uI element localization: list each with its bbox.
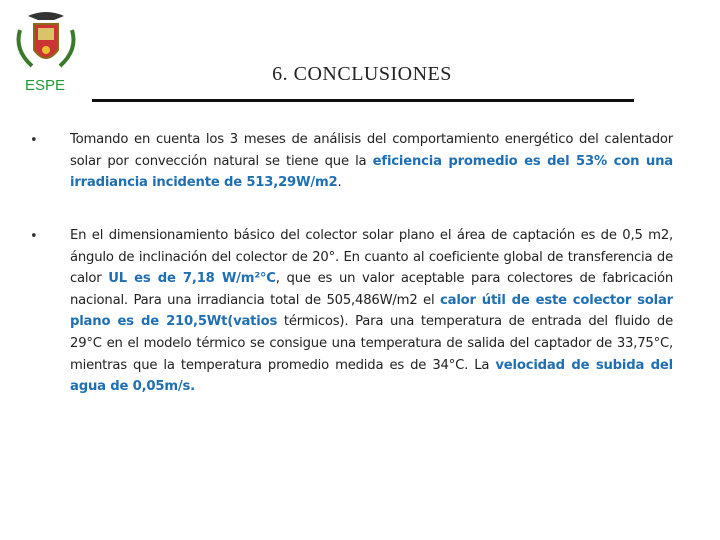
paragraph-text: . [337, 175, 342, 191]
highlighted-text: eficiencia promedio es del 53% con una irradiancia incidente de 513,29W/m2 [70, 153, 673, 191]
paragraph-text: térmicos). Para una temperatura de entrada del fluido de 29°C en el modelo térmico se consigue una temperatura de salida del captador de 33,75°C, mientras que la temperatura promedio medida es de 34°C. La [70, 314, 673, 373]
logo-text: ESPE [25, 77, 66, 94]
paragraph-text: , que es un valor aceptable para colectores de fabricación nacional. Para una irradiancia total de 505,486W/m2 el [70, 271, 673, 308]
slide-title: 6. CONCLUSIONES [272, 63, 452, 85]
highlighted-text: UL es de 7,18 W/m²°C [108, 271, 276, 287]
highlighted-text: calor útil de este colector solar plano es de 210,5Wt(vatios [70, 292, 673, 330]
paragraph-text: Tomando en cuenta los 3 meses de análisis del comportamiento energético del calentador solar por convección natural se tiene que la [70, 132, 673, 169]
bullet-marker: • [30, 229, 38, 244]
conclusion-paragraph-2 [70, 225, 673, 398]
highlighted-text: velocidad de subida del agua de 0,05m/s. [70, 357, 673, 395]
paragraph-text: En el dimensionamiento básico del colector solar plano el área de captación es de 0,5 m2, ángulo de inclinación del colector de 20°. En cuanto al coeficiente global de transferencia de calor [70, 228, 673, 287]
conclusion-paragraph-1 [70, 129, 673, 194]
espe-coat-of-arms-logo [8, 10, 84, 72]
title-underline [92, 99, 634, 102]
bullet-marker: • [30, 133, 38, 148]
